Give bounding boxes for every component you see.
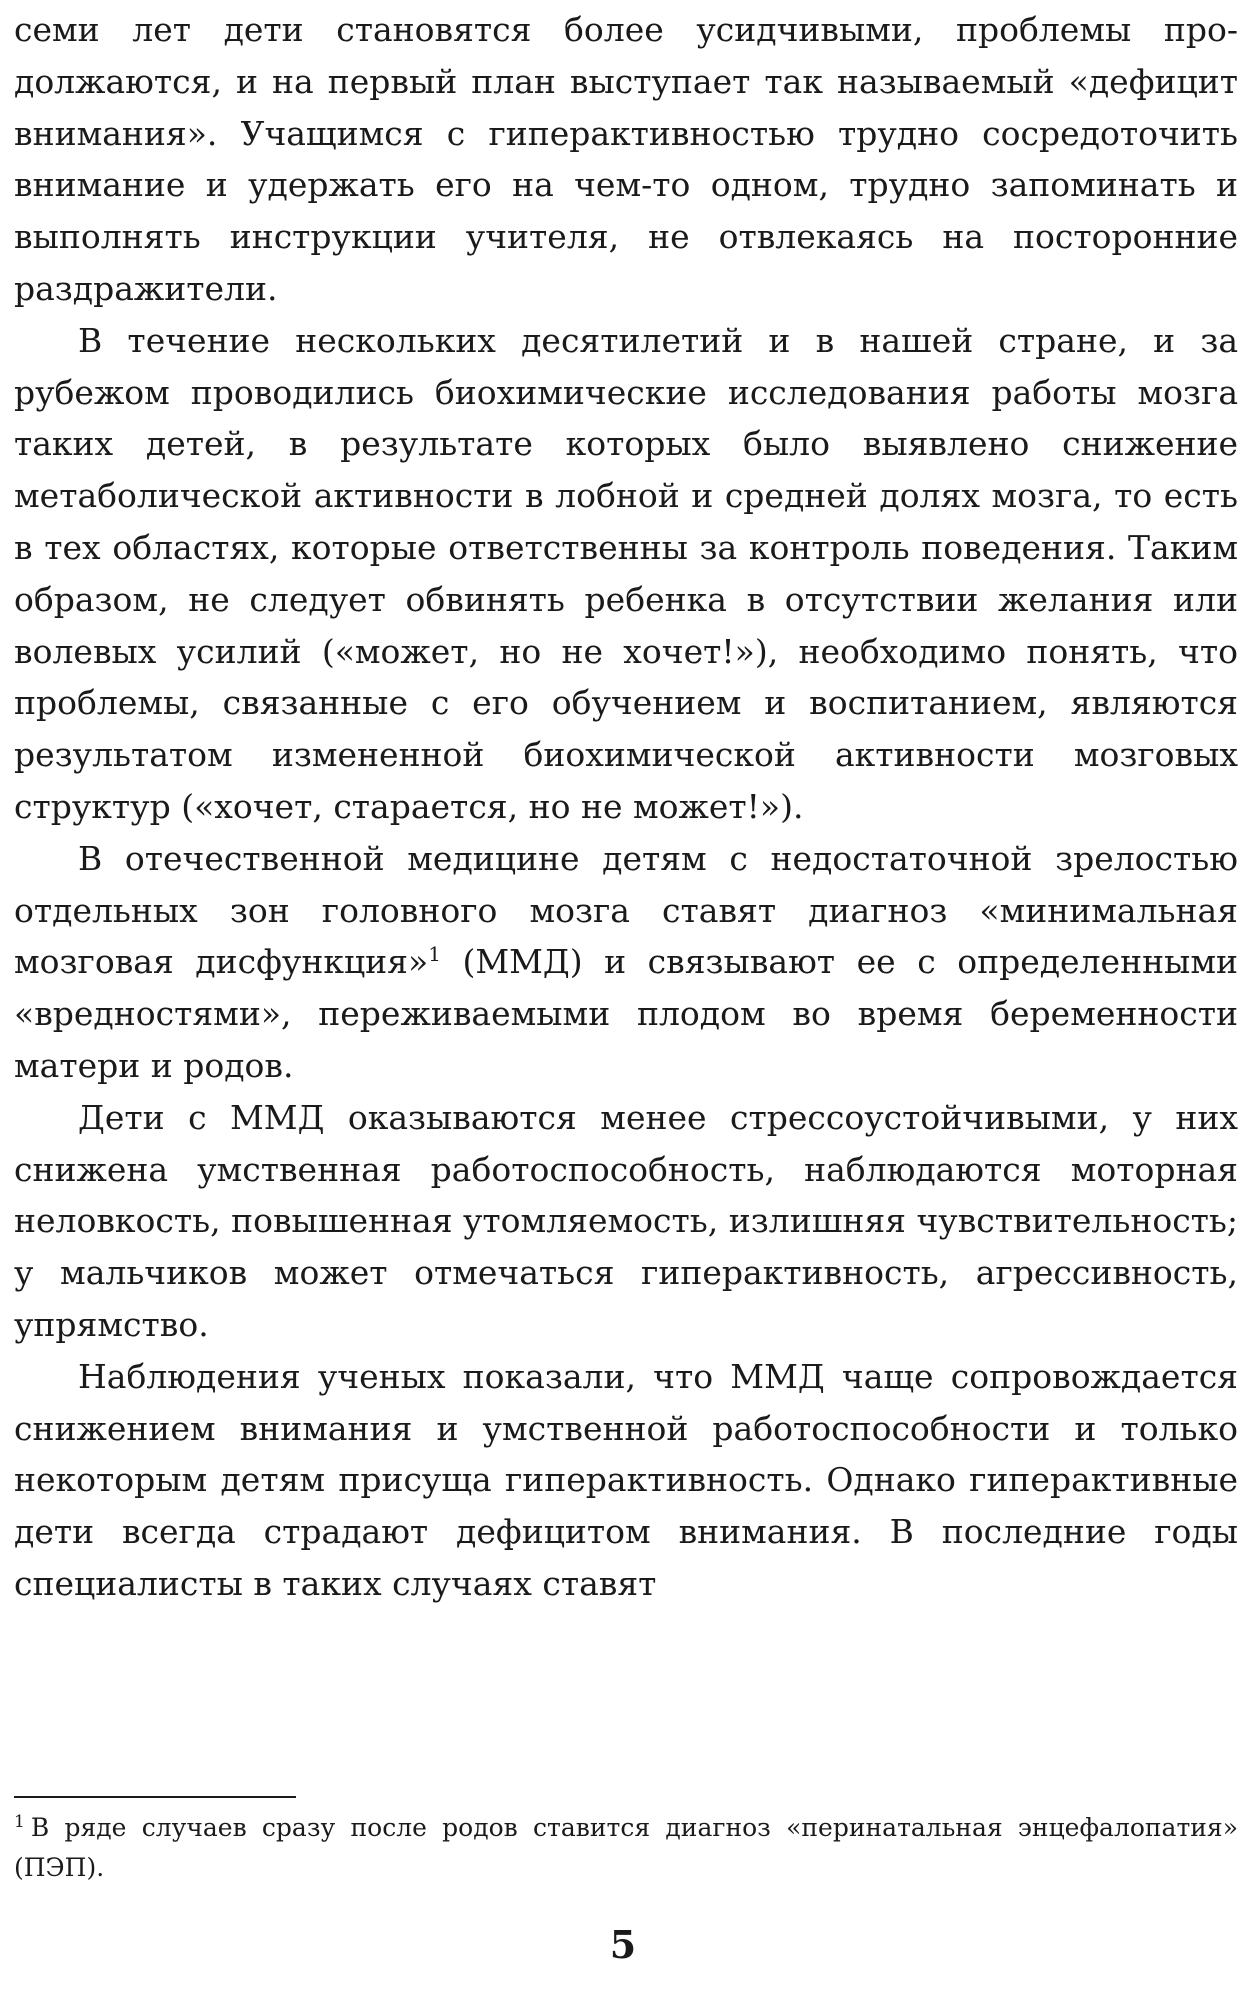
footnote-reference[interactable]: 1 [428,942,441,967]
paragraph-5: Наблюдения ученых показали, что ММД чаще сопровождается снижением внимания и умственной работоспособности и только некоторым детям присуща гиперактивность. Однако гиперактивные дети всегда страдают дефицитом внимания. В последние годы специалисты в таких случаях ставят [14,1356,1238,1603]
footnote-text: В ряде случаев сразу после родов ставится диагноз «перинатальная энцефалопатия» (ПЭП). [14,1813,1238,1882]
paragraph-3-end: (ММД) и связывают ее с определенными «вредностями», переживаемыми плодом во время беременности матери и родов. [14,942,1238,1085]
paragraph-3 [14,833,1238,1092]
page-number: 5 [609,1922,637,1967]
paragraph-3-start: В отечественной медицине детям с недостаточной зрелостью отдельных зон головного мозга ставят диагноз «минимальная мозговая дисфункция» [14,838,1238,982]
paragraph-1: семи лет дети становятся более усидчивыми, проблемы продолжаются, и на первый план выступает так называемый «дефицит внимания». Учащимся с гиперактивностью трудно сосредоточить внимание и удержать его на чем-то одном, трудно запоминать и выполнять инструкции учителя, не отвлекаясь на посторонние раздражители. [14,10,1238,308]
paragraph-2: В течение нескольких десятилетий и в нашей стране, и за рубежом проводились биохимические исследования работы мозга таких детей, в результате которых было выявлено снижение метаболической активности в лобной и средней долях мозга, то есть в тех областях, которые ответственны за контроль поведения. Таким образом, не следует обвинять ребенка в отсутствии желания или волевых усилий («может, но не хочет!»), необходимо понять, что проблемы, связанные с его обучением и воспитанием, являются результатом измененной биохимической активности мозговых структур («хочет, старается, но не может!»). [14,320,1238,826]
footnote-divider [14,1796,296,1798]
main-text [14,4,1238,1610]
paragraph-4: Дети с ММД оказываются менее стрессоустойчивыми, у них снижена умственная работоспособность, наблюдаются моторная неловкость, повышенная утомляемость, излишняя чувствительность; у мальчиков может отмечаться гиперактивность, агрессивность, упрямство. [14,1097,1239,1344]
footnote-mark: 1 [14,1811,25,1832]
footnote [14,1808,1238,1888]
